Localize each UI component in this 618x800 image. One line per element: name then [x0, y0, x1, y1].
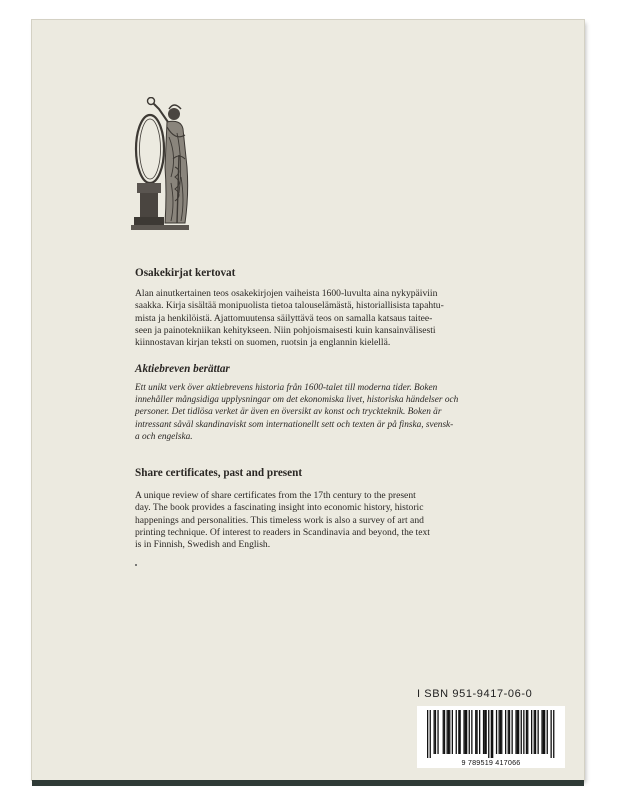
barcode-bar	[434, 710, 435, 754]
barcode-bar	[447, 710, 448, 754]
barcode-bar	[435, 710, 436, 754]
text-line: Ett unikt verk över aktiebrevens historia från 1600-talet till moderna tider. Boken	[135, 383, 438, 393]
barcode-bar	[544, 710, 545, 754]
barcode-bar	[517, 710, 518, 754]
text-line: intressant såväl skandinaviskt som internationellt sett och texten är på finska, svensk-	[135, 419, 454, 430]
text-line: Alan ainutkertainen teos osakekirjojen vaiheista 1600-luvulta aina nykypäiviin	[135, 288, 438, 299]
finnish-description	[135, 288, 493, 349]
barcode-bar	[486, 710, 487, 754]
text-line: A unique review of share certificates from the 17th century to the present	[135, 490, 416, 501]
barcode-bar	[471, 710, 472, 754]
barcode-bar	[483, 710, 484, 754]
barcode-bar	[523, 710, 524, 754]
barcode-bar	[469, 710, 470, 754]
swedish-heading: Aktiebreven berättar	[135, 363, 230, 375]
text-line: a och engelska.	[135, 431, 193, 442]
barcode-bar	[538, 710, 539, 754]
barcode-bar	[475, 710, 476, 754]
barcode-bar	[476, 710, 477, 754]
barcode-bar	[531, 710, 532, 754]
barcode-bar	[492, 710, 493, 758]
text-line: printing technique. Of interest to readers in Scandinavia and beyond, the text	[135, 526, 430, 538]
barcode-bar	[518, 710, 519, 754]
isbn-barcode	[417, 706, 565, 768]
barcode-bar	[466, 710, 467, 754]
barcode-bar	[437, 710, 438, 754]
text-line: day. The book provides a fascinating insight into economic history, historic	[135, 502, 424, 514]
text-line: innehåller mångsidiga upplysningar om det ekonomiska livet, historiska händelser och	[135, 395, 459, 406]
book-back-cover	[32, 20, 584, 780]
barcode-bar	[491, 710, 492, 758]
barcode-bar	[521, 710, 522, 754]
barcode-bar	[508, 710, 509, 754]
swedish-description	[135, 382, 493, 443]
barcode-bar	[484, 710, 485, 754]
allegorical-figure-emblem	[131, 97, 193, 231]
barcode-bar	[512, 710, 513, 754]
barcode-bar	[543, 710, 544, 754]
text-line: personer. Det tidlösa verket är även en översikt av konst och tryckteknik. Boken är	[135, 407, 442, 418]
barcode-bar	[515, 710, 516, 754]
barcode-bar	[427, 710, 428, 758]
barcode-bar	[547, 710, 548, 754]
text-line: is in Finnish, Swedish and English.	[135, 539, 271, 551]
barcode-bar	[430, 710, 431, 758]
barcode-bar	[499, 710, 500, 754]
barcode-bar	[501, 710, 502, 754]
barcode-bar	[449, 710, 450, 754]
text-line: seen ja painotekniikan kehitykseen. Niin pohjoismaisesti kuin kansainvälisesti	[135, 324, 436, 336]
cover-bottom-edge	[32, 780, 584, 786]
barcode-bar	[500, 710, 501, 754]
barcode-bar	[460, 710, 461, 754]
barcode-bars	[417, 706, 565, 758]
barcode-bar	[456, 710, 457, 754]
text-line: mista ja henkilöistä. Ajattomuutensa säilyttävä teos on samalla katsaus taitee-	[135, 312, 433, 324]
barcode-bar	[443, 710, 444, 754]
print-speck	[135, 564, 137, 566]
barcode-bar	[479, 710, 480, 754]
barcode-bar	[541, 710, 542, 754]
english-description	[135, 490, 493, 551]
text-line: saakka. Kirja sisältää monipuolista tietoa talouselämästä, historiallisista tapahtu-	[135, 300, 444, 312]
barcode-bar	[452, 710, 453, 754]
barcode-bar	[458, 710, 459, 754]
english-heading: Share certificates, past and present	[135, 467, 303, 479]
barcode-bar	[526, 710, 527, 754]
barcode-bar	[488, 710, 489, 758]
barcode-bar	[509, 710, 510, 754]
barcode-bar	[534, 710, 535, 754]
barcode-bar	[465, 710, 466, 754]
isbn-number: I SBN 951-9417-06-0	[417, 688, 533, 700]
barcode-bar	[444, 710, 445, 754]
barcode-bar	[463, 710, 464, 754]
barcode-bar	[527, 710, 528, 754]
barcode-bar	[448, 710, 449, 754]
barcode-bar	[553, 710, 554, 758]
barcode-bar	[535, 710, 536, 754]
barcode-bar	[505, 710, 506, 754]
barcode-bar	[496, 710, 497, 754]
barcode-digits: 9 789519 417066	[461, 758, 521, 767]
finnish-heading: Osakekirjat kertovat	[135, 267, 236, 279]
barcode-bar	[551, 710, 552, 758]
text-line: kiinnostavan kirjan teksti on suomen, ruotsin ja englannin kielellä.	[135, 337, 391, 349]
text-line: happenings and personalities. This timeless work is also a survey of art and	[135, 514, 424, 526]
